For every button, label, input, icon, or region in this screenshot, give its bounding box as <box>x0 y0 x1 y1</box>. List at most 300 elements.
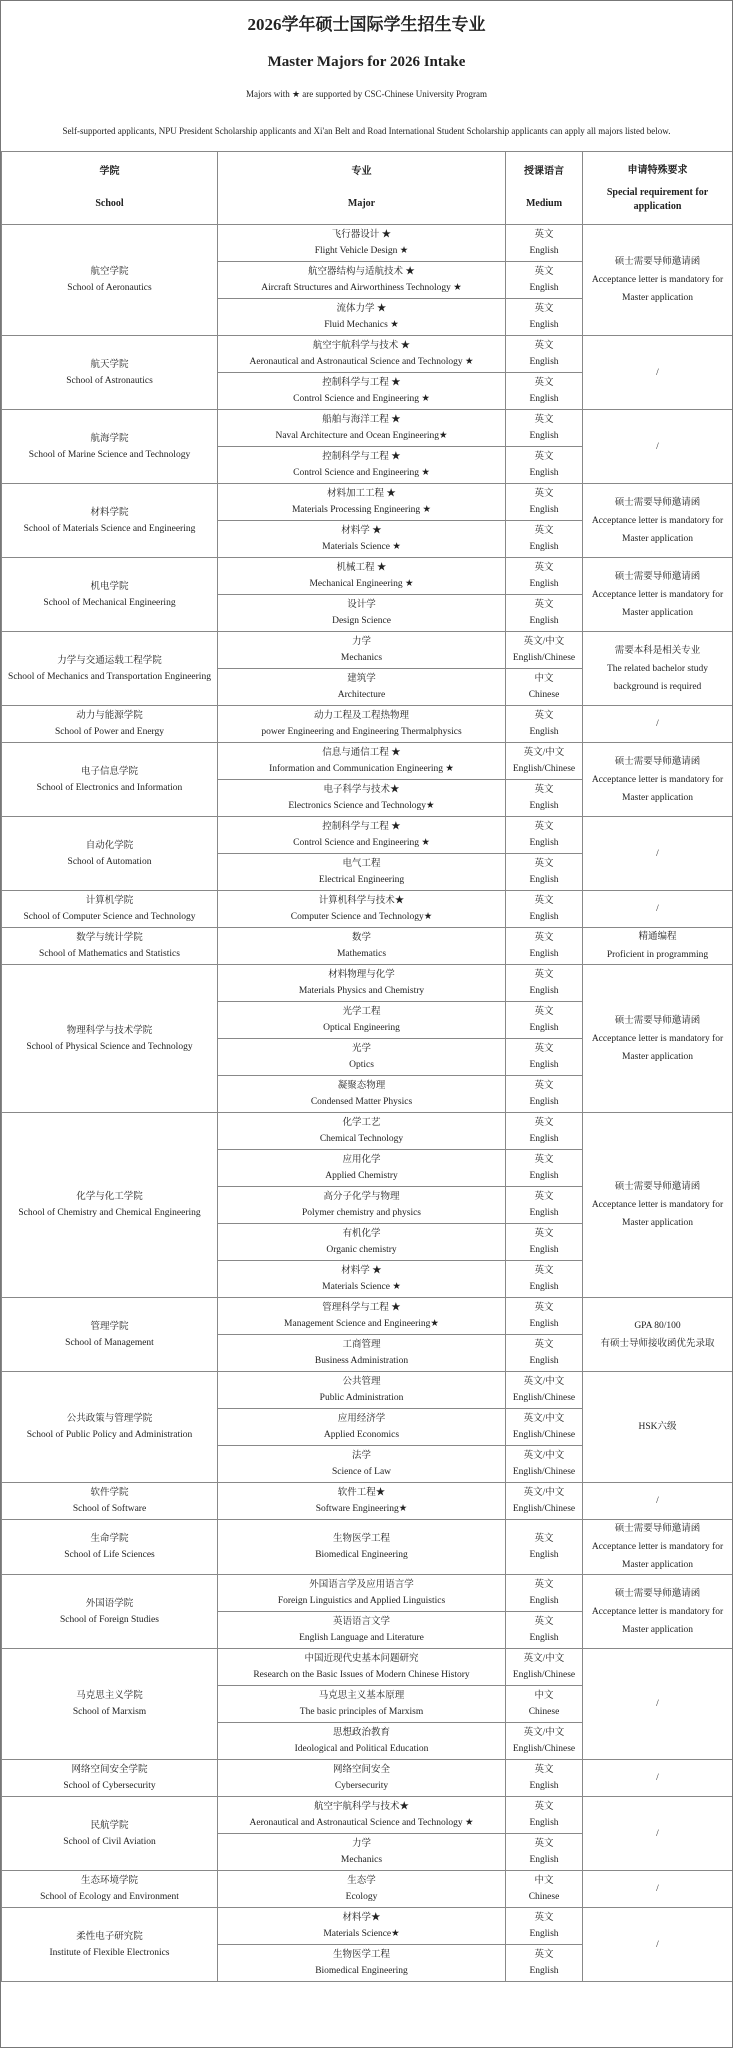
medium-en: English <box>529 616 559 626</box>
medium-cell <box>506 1945 583 1982</box>
major-cell <box>218 1686 506 1723</box>
major-name-en: Electrical Engineering <box>318 875 405 885</box>
major-name-en: Materials Physics and Chemistry <box>298 986 425 996</box>
major-name-cn: 应用化学 <box>342 1155 381 1165</box>
major-cell <box>218 1150 506 1187</box>
requirement-text: / <box>656 1699 659 1709</box>
school-name-cn: 软件学院 <box>90 1488 129 1498</box>
table-row <box>2 410 733 447</box>
school-cell <box>2 632 218 706</box>
school-name-en: School of Civil Aviation <box>63 1836 156 1847</box>
medium-cell <box>506 1575 583 1612</box>
medium-cn: 英文 <box>534 1913 554 1923</box>
school-cell <box>2 1483 218 1520</box>
medium-en: English/Chinese <box>512 1430 576 1440</box>
medium-cell <box>506 410 583 447</box>
medium-en: English <box>529 1781 559 1791</box>
major-name-cn: 软件工程★ <box>337 1488 386 1498</box>
requirement-cell <box>583 743 733 817</box>
major-name-cn: 力学 <box>351 1839 371 1849</box>
medium-cell <box>506 1372 583 1409</box>
medium-cn: 英文 <box>534 1534 554 1544</box>
table-row <box>2 706 733 743</box>
medium-en: English <box>529 1929 559 1939</box>
school-cell <box>2 1797 218 1871</box>
medium-en: English/Chinese <box>512 653 576 663</box>
table-row <box>2 743 733 780</box>
school-cell <box>2 1372 218 1483</box>
major-name-cn: 生物医学工程 <box>332 1534 390 1544</box>
school-cell <box>2 706 218 743</box>
medium-cell <box>506 669 583 706</box>
medium-cell <box>506 891 583 928</box>
medium-cell <box>506 1483 583 1520</box>
major-cell <box>218 1224 506 1261</box>
medium-en: English <box>529 505 559 515</box>
requirement-cell <box>583 225 733 336</box>
medium-cn: 英文/中文 <box>523 1451 565 1461</box>
school-cell <box>2 410 218 484</box>
major-cell <box>218 965 506 1002</box>
medium-cell <box>506 706 583 743</box>
major-name-en: English Language and Literature <box>299 1633 424 1643</box>
medium-cn: 英文 <box>534 1839 554 1849</box>
major-cell <box>218 706 506 743</box>
requirement-text: The related bachelor study background is required <box>606 663 709 692</box>
major-name-cn: 化学工艺 <box>342 1118 381 1128</box>
school-name-en: School of Marxism <box>72 1707 147 1717</box>
major-cell <box>218 484 506 521</box>
school-name-en: School of Mechanics and Transportation Engineering <box>8 671 211 682</box>
requirement-text: Acceptance letter is mandatory for Master application <box>591 1200 724 1228</box>
major-cell <box>218 743 506 780</box>
medium-cn: 英文 <box>534 1044 554 1054</box>
school-name-en: School of Marine Science and Technology <box>28 449 191 460</box>
medium-en: English <box>529 283 559 293</box>
major-cell <box>218 1446 506 1483</box>
major-cell <box>218 1797 506 1834</box>
requirement-text: 硕士需要导师邀请函 <box>614 1015 701 1026</box>
medium-en: English <box>529 1282 559 1292</box>
table-row <box>2 484 733 521</box>
requirement-text: Acceptance letter is mandatory for Master application <box>591 589 724 618</box>
major-name-en: Condensed Matter Physics <box>310 1097 413 1107</box>
requirement-text: GPA 80/100 <box>634 1320 681 1331</box>
major-name-cn: 公共管理 <box>342 1377 381 1387</box>
medium-en: English <box>529 801 559 811</box>
major-name-en: Business Administration <box>314 1356 409 1366</box>
medium-cn: 英文 <box>534 1580 554 1590</box>
major-name-en: Aeronautical and Astronautical Science and Technology ★ <box>249 1818 474 1828</box>
medium-cell <box>506 484 583 521</box>
school-name-cn: 柔性电子研究院 <box>76 1931 143 1942</box>
medium-cell <box>506 1908 583 1945</box>
medium-en: English <box>529 1633 559 1643</box>
major-name-cn: 流体力学 ★ <box>336 304 387 314</box>
major-name-cn: 飞行器设计 ★ <box>331 230 392 240</box>
major-name-en: Information and Communication Engineering ★ <box>269 764 454 774</box>
major-cell <box>218 1834 506 1871</box>
medium-cn: 英文 <box>534 1950 554 1960</box>
school-name-cn: 网络空间安全学院 <box>71 1765 148 1775</box>
medium-cn: 英文 <box>534 1802 554 1812</box>
medium-en: English <box>529 1245 559 1255</box>
major-name-en: Naval Architecture and Ocean Engineering★ <box>275 431 448 441</box>
major-name-en: Mechanical Engineering ★ <box>309 579 414 589</box>
medium-en: English <box>529 1550 559 1560</box>
major-name-en: Polymer chemistry and physics <box>302 1208 421 1218</box>
table-row <box>2 1575 733 1612</box>
school-name-cn: 力学与交通运载工程学院 <box>57 655 162 666</box>
major-name-cn: 材料学★ <box>342 1913 381 1923</box>
table-body <box>2 225 733 1982</box>
medium-cell <box>506 965 583 1002</box>
medium-cell <box>506 225 583 262</box>
medium-en: English <box>529 1855 559 1865</box>
major-name-en: Control Science and Engineering ★ <box>293 468 430 478</box>
major-name-en: Science of Law <box>331 1467 392 1477</box>
medium-cell <box>506 928 583 965</box>
requirement-cell <box>583 632 733 706</box>
requirement-cell <box>583 1797 733 1871</box>
medium-cell <box>506 1261 583 1298</box>
major-name-en: Materials Science ★ <box>322 542 401 552</box>
major-cell <box>218 558 506 595</box>
medium-cn: 英文 <box>534 785 554 795</box>
school-name-cn: 化学与化工学院 <box>76 1192 143 1202</box>
major-name-cn: 管理科学与工程 ★ <box>322 1303 401 1313</box>
header-req-cn: 申请特殊要求 <box>627 165 688 176</box>
medium-cell <box>506 447 583 484</box>
major-name-cn: 信息与通信工程 ★ <box>322 748 401 758</box>
school-cell <box>2 1649 218 1760</box>
major-cell <box>218 1649 506 1686</box>
medium-cn: 英文 <box>534 1765 554 1775</box>
requirement-text: 需要本科是相关专业 <box>614 645 701 656</box>
major-name-en: Fluid Mechanics ★ <box>324 320 399 330</box>
requirement-text: / <box>656 441 659 452</box>
school-name-en: School of Astronautics <box>66 375 153 386</box>
major-name-cn: 材料学 ★ <box>341 1266 382 1276</box>
major-name-en: Software Engineering★ <box>315 1504 408 1514</box>
header-school-cn: 学院 <box>99 166 120 177</box>
school-cell <box>2 1298 218 1372</box>
major-name-cn: 船舶与海洋工程 ★ <box>322 415 401 425</box>
medium-cn: 英文 <box>534 600 554 610</box>
header-school-en: School <box>95 198 124 209</box>
medium-cell <box>506 1039 583 1076</box>
requirement-cell <box>583 817 733 891</box>
table-row <box>2 1871 733 1908</box>
major-name-cn: 外国语言学及应用语言学 <box>309 1580 414 1590</box>
requirement-cell <box>583 706 733 743</box>
medium-en: English <box>529 1596 559 1606</box>
major-name-en: Chemical Technology <box>319 1134 404 1144</box>
major-name-cn: 工商管理 <box>342 1340 381 1350</box>
major-name-cn: 数学 <box>351 933 371 943</box>
school-name-cn: 公共政策与管理学院 <box>66 1414 153 1424</box>
title-chinese: 2026学年硕士国际学生招生专业 <box>247 15 486 34</box>
requirement-text: / <box>656 367 659 378</box>
requirement-text: Acceptance letter is mandatory for Master application <box>591 1606 724 1635</box>
table-row <box>2 817 733 854</box>
medium-cn: 中文 <box>534 1876 554 1886</box>
medium-en: English <box>529 320 559 330</box>
medium-en: English/Chinese <box>512 1670 576 1680</box>
major-name-cn: 机械工程 ★ <box>336 563 387 573</box>
major-name-cn: 光学 <box>351 1044 371 1054</box>
requirement-cell <box>583 410 733 484</box>
major-name-en: Organic chemistry <box>326 1245 397 1255</box>
medium-cell <box>506 262 583 299</box>
requirement-text: Acceptance letter is mandatory for Master application <box>591 1542 724 1570</box>
school-name-en: School of Electronics and Information <box>36 782 183 793</box>
requirement-text: Acceptance letter is mandatory for Master application <box>591 275 724 303</box>
medium-en: English/Chinese <box>512 1393 576 1403</box>
major-cell <box>218 817 506 854</box>
major-name-en: Aircraft Structures and Airworthiness Technology ★ <box>261 283 462 293</box>
medium-en: English <box>529 727 559 737</box>
requirement-cell <box>583 965 733 1113</box>
table-row <box>2 965 733 1002</box>
medium-cn: 英文 <box>534 896 554 906</box>
medium-cn: 英文 <box>534 1155 554 1165</box>
school-cell <box>2 1520 218 1575</box>
major-cell <box>218 1187 506 1224</box>
school-name-cn: 机电学院 <box>90 581 129 592</box>
requirement-cell <box>583 1908 733 1982</box>
major-name-en: Optics <box>349 1060 374 1070</box>
medium-cn: 中文 <box>534 674 554 684</box>
major-name-cn: 力学 <box>351 637 371 647</box>
school-name-cn: 物理科学与技术学院 <box>66 1025 153 1036</box>
major-cell <box>218 891 506 928</box>
medium-en: English/Chinese <box>512 764 576 774</box>
requirement-text: Acceptance letter is mandatory for Master application <box>591 1033 724 1062</box>
major-name-cn: 电气工程 <box>342 859 381 869</box>
medium-cn: 英文 <box>534 933 554 943</box>
header-medium-en: Medium <box>525 198 563 209</box>
school-name-cn: 航空学院 <box>90 267 129 277</box>
major-name-en: power Engineering and Engineering Thermalphysics <box>261 727 462 737</box>
medium-cell <box>506 1224 583 1261</box>
table-row <box>2 225 733 262</box>
major-name-cn: 航空器结构与适航技术 ★ <box>308 267 415 277</box>
requirement-text: 硕士需要导师邀请函 <box>614 497 701 508</box>
medium-en: English <box>529 357 559 367</box>
major-name-en: Optical Engineering <box>323 1023 400 1033</box>
major-name-en: Electronics Science and Technology★ <box>288 801 435 811</box>
medium-cn: 中文 <box>534 1691 554 1701</box>
requirement-cell <box>583 1871 733 1908</box>
major-name-cn: 高分子化学与物理 <box>323 1192 400 1202</box>
medium-cn: 英文 <box>534 859 554 869</box>
school-name-en: School of Chemistry and Chemical Engineering <box>18 1208 201 1218</box>
requirement-text: Acceptance letter is mandatory for Master application <box>591 515 724 544</box>
csc-note: Majors with ★ are supported by CSC-Chinese University Program <box>245 89 488 99</box>
requirement-cell <box>583 1483 733 1520</box>
medium-cn: 英文 <box>534 526 554 536</box>
major-name-en: Design Science <box>332 616 391 626</box>
major-cell <box>218 262 506 299</box>
medium-cn: 英文 <box>534 1266 554 1276</box>
major-cell <box>218 1372 506 1409</box>
medium-cn: 英文 <box>534 563 554 573</box>
medium-cell <box>506 1187 583 1224</box>
school-name-cn: 计算机学院 <box>85 896 134 906</box>
table-row <box>2 1649 733 1686</box>
medium-cn: 英文 <box>534 341 554 351</box>
medium-cell <box>506 817 583 854</box>
medium-cell <box>506 1113 583 1150</box>
medium-cn: 英文/中文 <box>523 748 565 758</box>
medium-cn: 英文/中文 <box>523 637 565 647</box>
major-name-en: Computer Science and Technology★ <box>290 912 433 922</box>
medium-en: English <box>529 1097 559 1107</box>
medium-cn: 英文 <box>534 970 554 980</box>
major-name-en: Mechanics <box>340 1855 383 1865</box>
major-name-cn: 航空宇航科学与技术★ <box>313 1802 409 1812</box>
major-name-cn: 动力工程及工程热物理 <box>313 711 409 721</box>
medium-en: English <box>529 1319 559 1329</box>
table-row <box>2 1797 733 1834</box>
medium-cell <box>506 299 583 336</box>
medium-en: English <box>529 431 559 441</box>
major-cell <box>218 447 506 484</box>
requirement-text: 精通编程 <box>638 932 677 942</box>
table-row <box>2 1298 733 1335</box>
major-name-en: Cybersecurity <box>334 1781 389 1791</box>
medium-cn: 英文 <box>534 415 554 425</box>
medium-en: English <box>529 542 559 552</box>
major-cell <box>218 632 506 669</box>
requirement-cell <box>583 484 733 558</box>
major-cell <box>218 521 506 558</box>
requirement-cell <box>583 1649 733 1760</box>
requirement-text: 硕士需要导师邀请函 <box>614 1524 701 1534</box>
medium-cell <box>506 632 583 669</box>
school-name-en: School of Aeronautics <box>67 283 152 293</box>
medium-en: English <box>529 246 559 256</box>
major-name-cn: 应用经济学 <box>337 1414 386 1424</box>
requirement-text: / <box>656 1884 659 1894</box>
header-major-en: Major <box>347 198 376 209</box>
requirement-cell <box>583 1298 733 1372</box>
medium-cell <box>506 1520 583 1575</box>
table-row <box>2 891 733 928</box>
school-name-en: School of Foreign Studies <box>60 1614 159 1625</box>
school-name-cn: 生态环境学院 <box>80 1876 138 1886</box>
table-header-row <box>2 152 733 225</box>
major-name-cn: 计算机科学与技术★ <box>318 896 405 906</box>
major-cell <box>218 1261 506 1298</box>
school-cell <box>2 1113 218 1298</box>
major-name-cn: 马克思主义基本原理 <box>318 1691 405 1701</box>
major-name-cn: 凝聚态物理 <box>337 1081 386 1091</box>
medium-en: English/Chinese <box>512 1504 576 1514</box>
medium-en: English <box>529 1171 559 1181</box>
table-row <box>2 928 733 965</box>
eligibility-note: Self-supported applicants, NPU President Scholarship applicants and Xi'an Belt and Road International Student Scholarship applicants can apply all majors listed below. <box>62 126 671 136</box>
medium-cell <box>506 780 583 817</box>
requirement-cell <box>583 891 733 928</box>
school-name-en: Institute of Flexible Electronics <box>49 1947 170 1958</box>
medium-cell <box>506 1002 583 1039</box>
requirement-cell <box>583 1575 733 1649</box>
requirement-text: / <box>656 1939 659 1950</box>
medium-cn: 英文/中文 <box>523 1654 565 1664</box>
medium-cn: 英文 <box>534 1340 554 1350</box>
major-name-en: Research on the Basic Issues of Modern Chinese History <box>253 1670 470 1680</box>
table-row <box>2 1372 733 1409</box>
medium-en: English <box>529 1060 559 1070</box>
medium-en: English <box>529 912 559 922</box>
requirement-text: / <box>656 1496 659 1506</box>
medium-en: English <box>529 1818 559 1828</box>
major-name-cn: 材料物理与化学 <box>328 970 395 980</box>
school-name-cn: 自动化学院 <box>85 840 134 851</box>
medium-en: English <box>529 1356 559 1366</box>
medium-cn: 英文 <box>534 230 554 240</box>
school-name-cn: 管理学院 <box>90 1321 129 1332</box>
medium-cn: 英文/中文 <box>523 1414 565 1424</box>
major-cell <box>218 1076 506 1113</box>
major-name-cn: 建筑学 <box>347 674 376 684</box>
major-cell <box>218 299 506 336</box>
medium-cell <box>506 1335 583 1372</box>
major-name-en: Ideological and Political Education <box>294 1744 429 1754</box>
requirement-cell <box>583 336 733 410</box>
major-name-en: The basic principles of Marxism <box>299 1707 424 1717</box>
table-row <box>2 1113 733 1150</box>
medium-cell <box>506 1834 583 1871</box>
major-cell <box>218 1002 506 1039</box>
major-name-cn: 网络空间安全 <box>332 1765 390 1775</box>
major-name-cn: 控制科学与工程 ★ <box>322 452 401 462</box>
medium-cn: 英文 <box>534 304 554 314</box>
requirement-text: 有硕士导师接收函优先录取 <box>600 1338 715 1349</box>
medium-en: English <box>529 949 559 959</box>
school-name-cn: 动力与能源学院 <box>76 711 143 721</box>
major-name-en: Ecology <box>345 1892 378 1902</box>
medium-cn: 英文/中文 <box>523 1488 565 1498</box>
medium-en: English <box>529 1966 559 1976</box>
header-medium <box>506 152 583 225</box>
school-name-en: School of Cybersecurity <box>63 1781 156 1791</box>
major-cell <box>218 1483 506 1520</box>
requirement-cell <box>583 1372 733 1483</box>
header-req-en: Special requirement for application <box>606 187 709 212</box>
school-name-cn: 材料学院 <box>90 507 129 518</box>
table-row <box>2 336 733 373</box>
medium-cell <box>506 743 583 780</box>
title-english: Master Majors for 2026 Intake <box>267 54 466 70</box>
medium-cn: 英文/中文 <box>523 1377 565 1387</box>
medium-en: Chinese <box>528 1892 560 1902</box>
requirement-text: 硕士需要导师邀请函 <box>614 257 701 267</box>
major-name-en: Materials Processing Engineering ★ <box>291 505 432 515</box>
major-cell <box>218 373 506 410</box>
medium-cell <box>506 1760 583 1797</box>
requirement-text: 硕士需要导师邀请函 <box>614 571 701 582</box>
major-name-en: Applied Chemistry <box>325 1171 398 1181</box>
major-name-cn: 法学 <box>351 1451 371 1461</box>
major-cell <box>218 854 506 891</box>
school-name-en: School of Physical Science and Technology <box>26 1041 193 1052</box>
medium-cell <box>506 595 583 632</box>
school-name-en: School of Power and Energy <box>54 727 165 737</box>
school-cell <box>2 928 218 965</box>
